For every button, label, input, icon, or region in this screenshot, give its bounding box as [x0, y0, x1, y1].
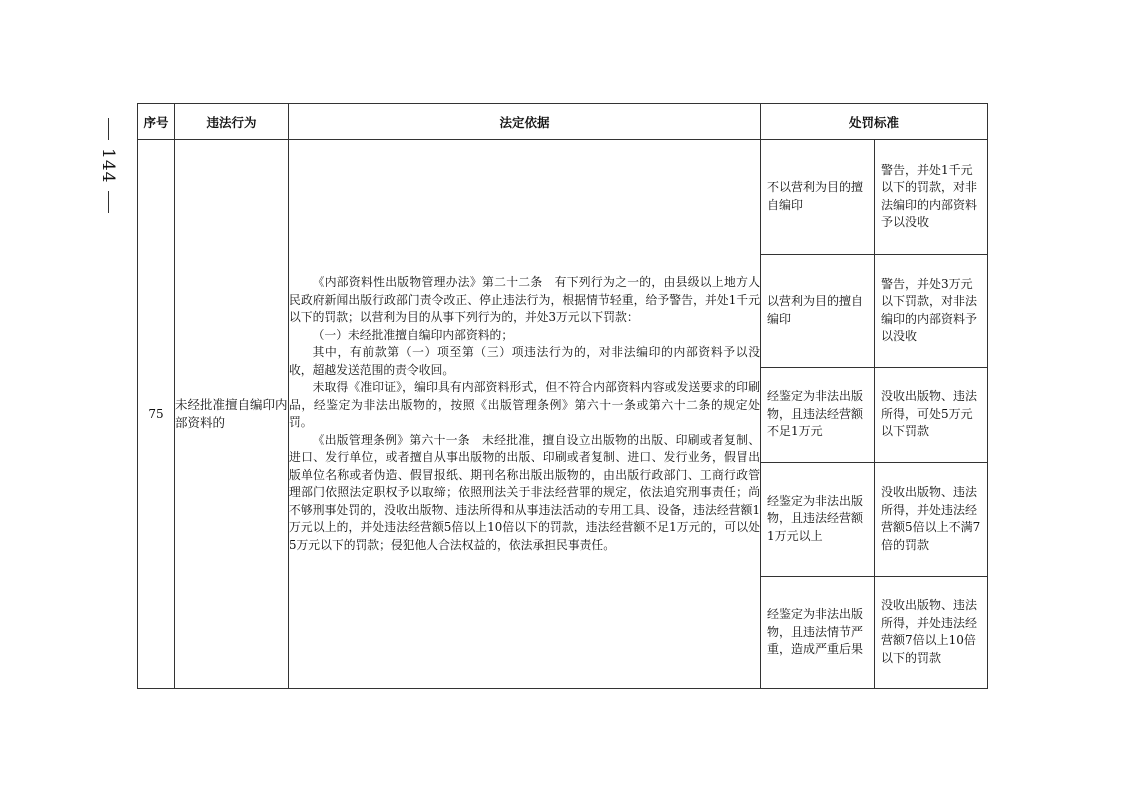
penalty-condition: 以营利为目的擅自编印 — [761, 254, 875, 367]
penalty-condition: 经鉴定为非法出版物，且违法情节严重，造成严重后果 — [761, 576, 875, 688]
header-standard: 处罚标准 — [761, 104, 988, 140]
penalty-condition: 经鉴定为非法出版物，且违法经营额不足1万元 — [761, 367, 875, 462]
penalty-standard: 没收出版物、违法所得，并处违法经营额5倍以上不满7倍的罚款 — [875, 462, 988, 576]
penalty-standard: 警告，并处3万元以下罚款，对非法编印的内部资料予以没收 — [875, 254, 988, 367]
page-number-text: 144 — [98, 148, 118, 184]
penalty-standard: 没收出版物、违法所得，可处5万元以下罚款 — [875, 367, 988, 462]
basis-paragraph: （一）未经批准擅自编印内部资料的； — [312, 327, 514, 342]
penalty-row — [761, 367, 987, 462]
legal-basis — [289, 140, 761, 689]
page-number — [96, 118, 120, 228]
table-header-row — [138, 104, 988, 140]
penalty-condition: 不以营利为目的擅自编印 — [761, 140, 875, 254]
penalty-table — [137, 103, 988, 689]
penalty-standards — [761, 140, 988, 689]
penalty-standard: 警告，并处1千元以下的罚款，对非法编印的内部资料予以没收 — [875, 140, 988, 254]
penalty-standards-table — [761, 140, 987, 688]
penalty-row — [761, 462, 987, 576]
row-number: 75 — [138, 140, 175, 689]
penalty-row — [761, 254, 987, 367]
page-number-dash-bottom — [108, 191, 109, 213]
table-row — [138, 140, 988, 689]
page-number-dash-top — [108, 118, 109, 140]
violation-act: 未经批准擅自编印内部资料的 — [175, 140, 289, 689]
basis-paragraph: 其中，有前款第（一）项至第（三）项违法行为的，对非法编印的内部资料予以没收，超越发送范围的责令收回。 — [289, 345, 760, 377]
penalty-condition: 经鉴定为非法出版物，且违法经营额1万元以上 — [761, 462, 875, 576]
basis-paragraph: 《出版管理条例》第六十一条 未经批准，擅自设立出版物的出版、印刷或者复制、进口、发行单位，或者擅自从事出版物的出版、印刷或者复制、进口、发行业务，假冒出版单位名称或者伪造、假冒报纸、期刊名称出版出版物的，由出版行政部门、工商行政管理部门依照法定职权予以取缔；依照刑法关于非法经营罪的规定，依法追究刑事责任；尚不够刑事处罚的，没收出版物、违法所得和从事违法活动的专用工具、设备，违法经营额1万元以上的，并处违法经营额5倍以上10倍以下的罚款，违法经营额不足1万元的，可以处5万元以下的罚款；侵犯他人合法权益的，依法承担民事责任。 — [289, 432, 760, 552]
penalty-row — [761, 140, 987, 254]
basis-paragraph: 《内部资料性出版物管理办法》第二十二条 有下列行为之一的，由县级以上地方人民政府新闻出版行政部门责令改正、停止违法行为，根据情节轻重，给予警告，并处1千元以下的罚款；以营利为目的从事下列行为的，并处3万元以下罚款： — [289, 275, 760, 324]
basis-paragraph: 未取得《准印证》，编印具有内部资料形式，但不符合内部资料内容或发送要求的印刷品，经鉴定为非法出版物的，按照《出版管理条例》第六十一条或第六十二条的规定处罚。 — [289, 380, 760, 429]
header-act: 违法行为 — [175, 104, 289, 140]
header-no: 序号 — [138, 104, 175, 140]
header-basis: 法定依据 — [289, 104, 761, 140]
penalty-row — [761, 576, 987, 688]
penalty-standard: 没收出版物、违法所得，并处违法经营额7倍以上10倍以下的罚款 — [875, 576, 988, 688]
